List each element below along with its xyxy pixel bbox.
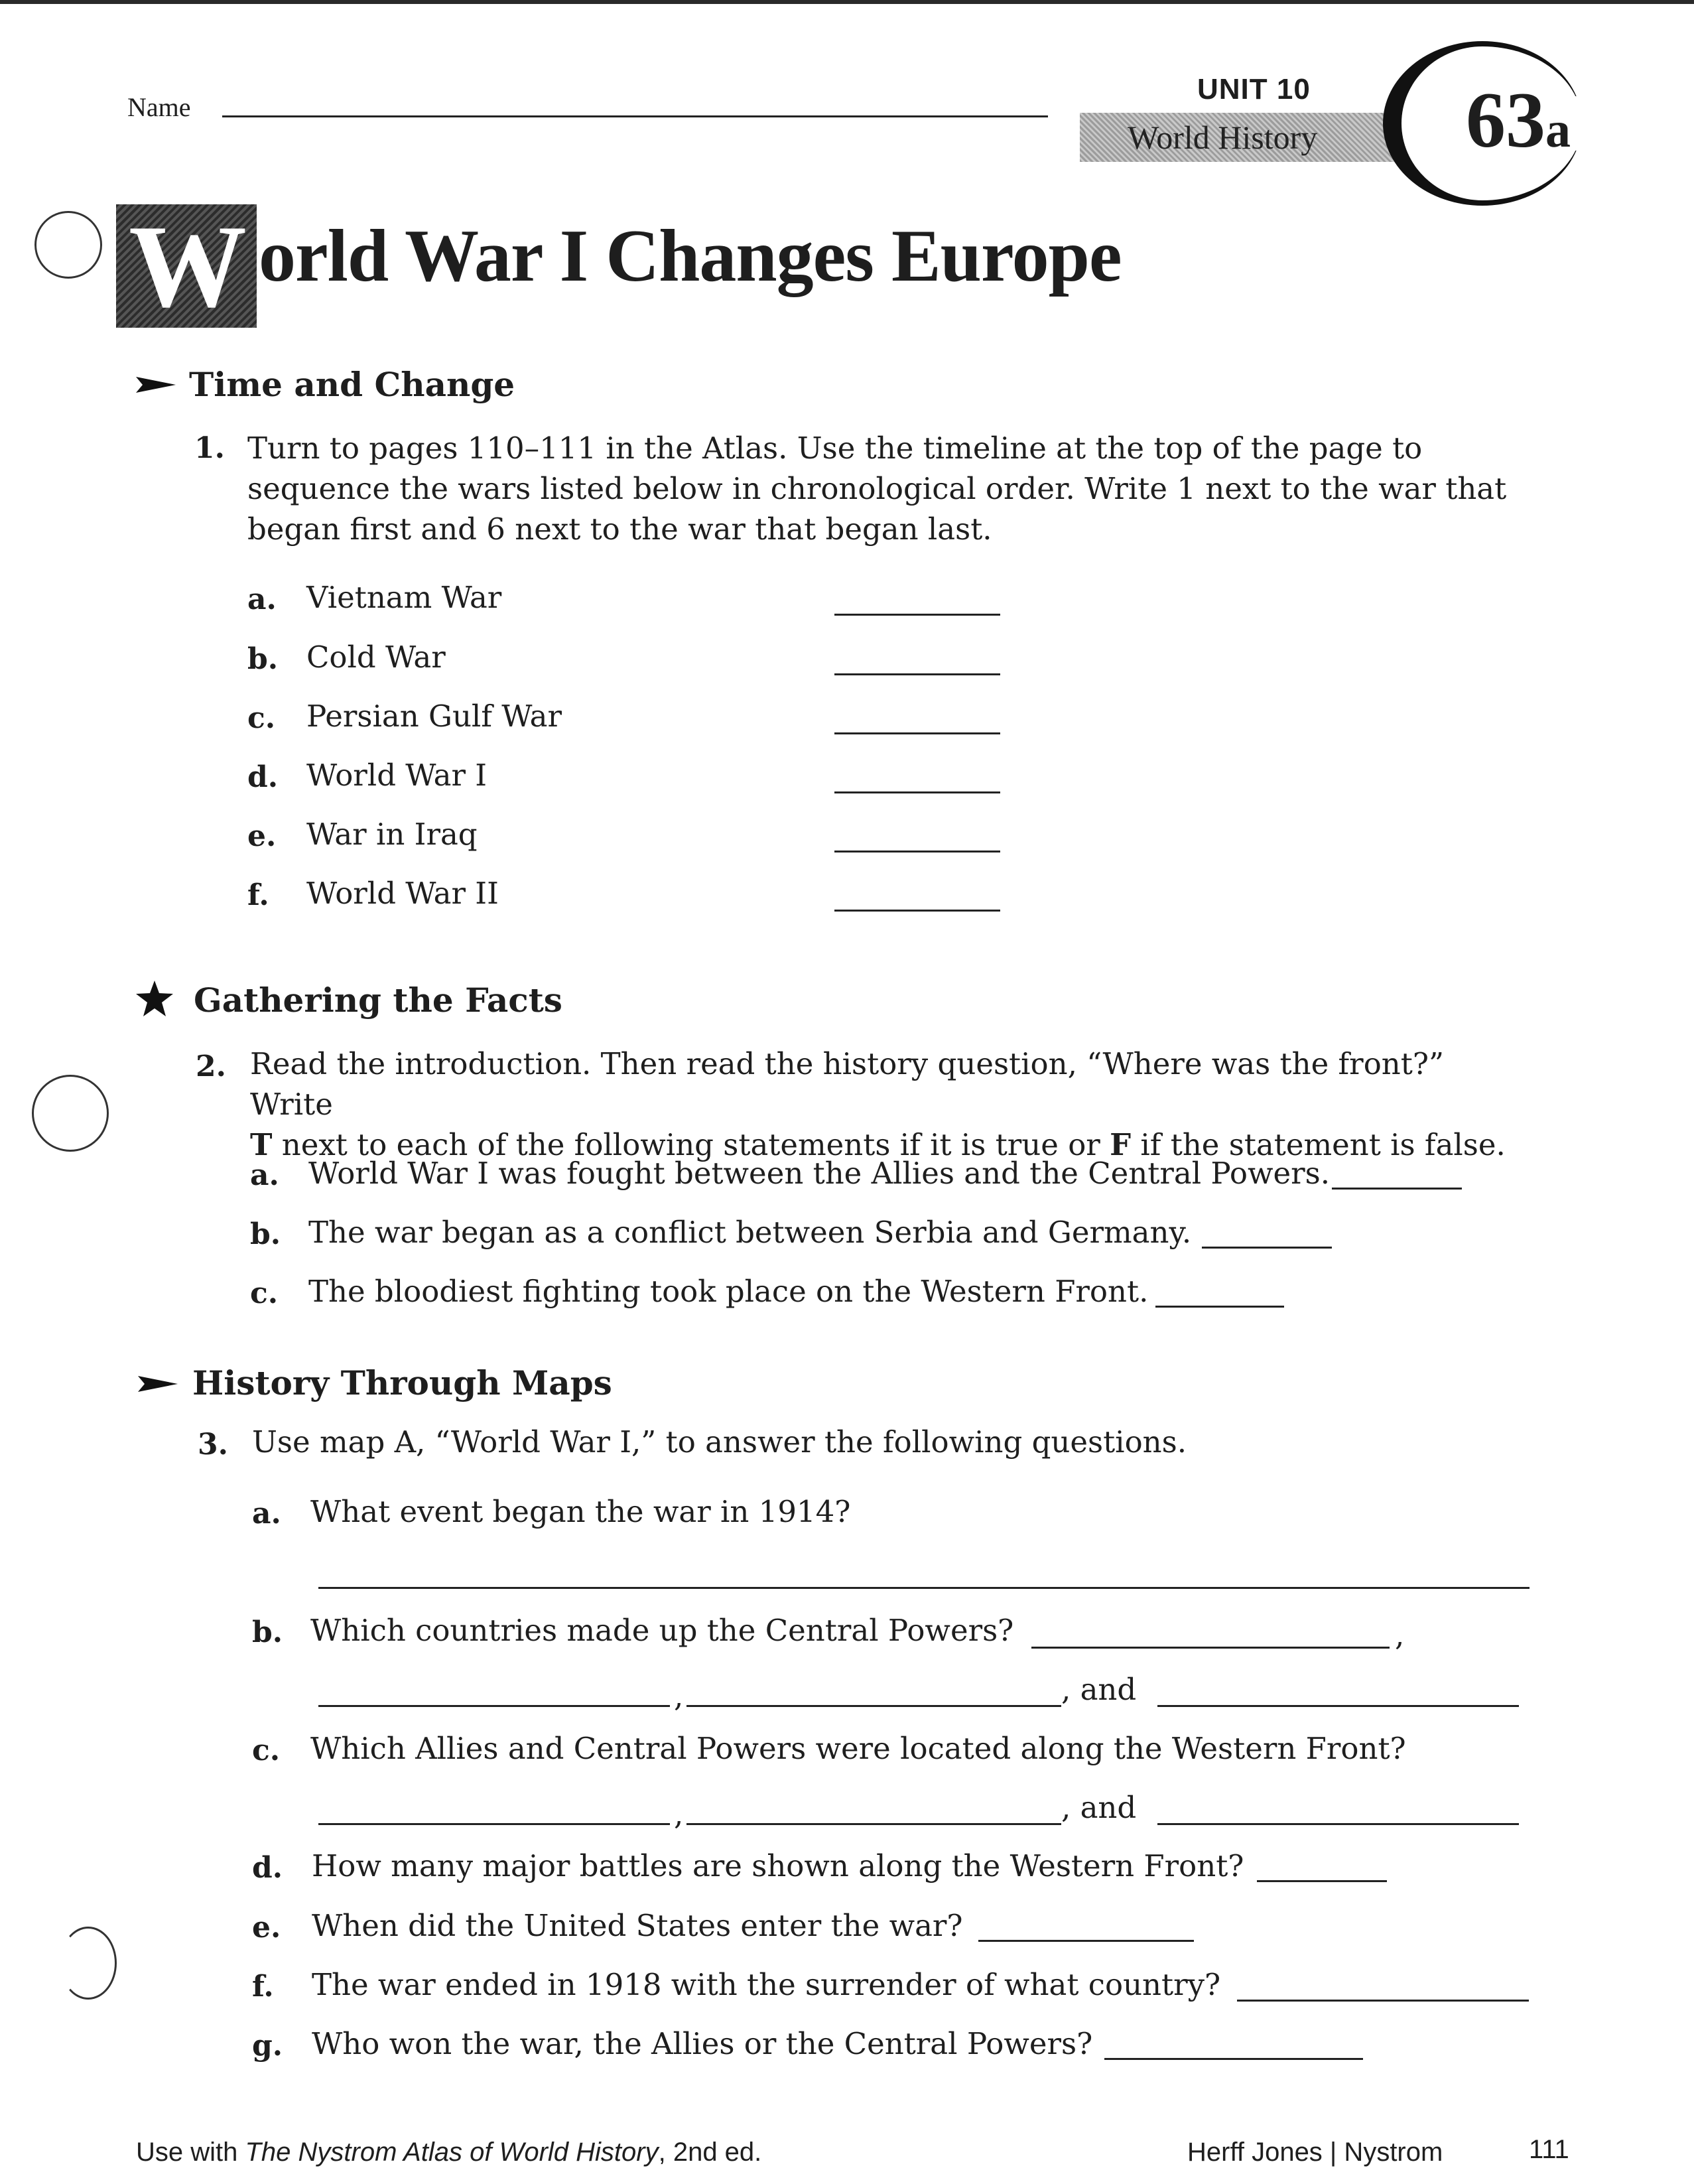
answer-blank[interactable]	[318, 1587, 1530, 1589]
map-question: How many major battles are shown along the Western Front?	[312, 1848, 1244, 1883]
question-text-line1: Read the introduction. Then read the history question, “Where was the front?” Write	[250, 1046, 1444, 1122]
section-heading-history-maps: History Through Maps	[192, 1363, 612, 1402]
list-item: World War I	[306, 758, 488, 793]
item-letter: a.	[247, 582, 277, 616]
footer-edition: , 2nd ed.	[658, 2138, 762, 2167]
footer-source	[136, 2138, 761, 2167]
item-letter: c.	[250, 1276, 279, 1310]
title-initial: W	[129, 200, 247, 332]
answer-blank[interactable]	[978, 1940, 1194, 1942]
footer-use-with: Use with	[136, 2138, 245, 2167]
item-letter: a.	[250, 1158, 279, 1192]
arrow-bullet-icon	[138, 1376, 178, 1392]
item-letter: b.	[247, 642, 279, 676]
name-field[interactable]	[222, 115, 1048, 117]
binder-hole-bottom	[60, 1927, 117, 2000]
question-text-line2-end: if the statement is false.	[1131, 1127, 1506, 1162]
and-separator: , and	[1061, 1672, 1137, 1707]
answer-blank[interactable]	[1237, 2000, 1529, 2002]
list-item: Persian Gulf War	[306, 699, 562, 734]
comma-separator: ,	[1395, 1617, 1405, 1653]
answer-blank[interactable]	[1157, 1705, 1519, 1707]
item-letter: f.	[247, 878, 269, 912]
binder-hole-middle	[32, 1075, 109, 1152]
answer-blank[interactable]	[686, 1705, 1061, 1707]
worksheet-number-digits: 63	[1466, 76, 1545, 164]
list-item: World War II	[306, 876, 499, 911]
footer-brand: Herff Jones | Nystrom	[1187, 2138, 1443, 2167]
answer-blank[interactable]	[686, 1823, 1061, 1825]
answer-blank[interactable]	[1104, 2058, 1363, 2060]
question-text-line2-mid: next to each of the following statements if it is true or	[272, 1127, 1110, 1162]
map-question: Who won the war, the Allies or the Central Powers?	[312, 2026, 1093, 2061]
map-question: Which countries made up the Central Powers?	[310, 1613, 1014, 1648]
worksheet-number	[1466, 74, 1571, 166]
footer-atlas-title: The Nystrom Atlas of World History	[245, 2138, 659, 2167]
question-number: 3.	[198, 1428, 228, 1462]
item-letter: b.	[252, 1615, 283, 1649]
list-item: War in Iraq	[306, 817, 478, 852]
question-number: 1.	[194, 431, 225, 465]
statement: The bloodiest fighting took place on the Western Front.	[308, 1274, 1149, 1309]
page-title: orld War I Changes Europe	[259, 215, 1122, 297]
answer-blank[interactable]	[318, 1705, 670, 1707]
item-letter: d.	[252, 1851, 283, 1885]
answer-blank[interactable]	[1155, 1306, 1284, 1308]
item-letter: b.	[250, 1217, 281, 1251]
list-item: Vietnam War	[306, 580, 502, 615]
question-text: Use map A, “World War I,” to answer the following questions.	[252, 1424, 1187, 1460]
answer-blank[interactable]	[834, 614, 1000, 616]
arrow-bullet-icon	[136, 377, 176, 393]
item-letter: d.	[247, 760, 279, 794]
map-question: When did the United States enter the war?	[312, 1908, 963, 1943]
question-text: Turn to pages 110–111 in the Atlas. Use the timeline at the top of the page to sequence the wars listed below in chronological order. Write 1 next to the war that began first and 6 next to the war that began last.	[247, 431, 1507, 547]
statement: The war began as a conflict between Serbia and Germany.	[308, 1215, 1192, 1250]
answer-blank[interactable]	[1031, 1647, 1390, 1649]
item-letter: c.	[247, 701, 276, 735]
footer-page-number: 111	[1529, 2135, 1569, 2164]
answer-blank[interactable]	[1202, 1247, 1332, 1249]
page-top-edge	[0, 0, 1694, 4]
answer-blank[interactable]	[1332, 1188, 1462, 1190]
answer-blank[interactable]	[834, 910, 1000, 912]
name-label: Name	[127, 92, 191, 122]
true-marker: T	[250, 1127, 273, 1162]
answer-blank[interactable]	[834, 851, 1000, 853]
comma-separator: ,	[674, 1797, 684, 1832]
item-letter: e.	[247, 819, 277, 853]
section-heading-gathering-facts: Gathering the Facts	[194, 981, 562, 1020]
item-letter: f.	[252, 1970, 274, 2004]
answer-blank[interactable]	[318, 1823, 670, 1825]
binder-hole-top	[34, 211, 102, 279]
answer-blank[interactable]	[834, 732, 1000, 734]
question-text	[250, 1044, 1530, 1165]
unit-label: UNIT 10	[1197, 73, 1311, 105]
map-question: Which Allies and Central Powers were located along the Western Front?	[310, 1731, 1406, 1766]
comma-separator: ,	[674, 1678, 684, 1714]
answer-blank[interactable]	[1257, 1880, 1387, 1882]
item-letter: a.	[252, 1497, 281, 1531]
false-marker: F	[1110, 1127, 1132, 1162]
worksheet-number-suffix: a	[1545, 102, 1571, 158]
map-question: What event began the war in 1914?	[310, 1494, 851, 1529]
section-heading-time-change: Time and Change	[189, 365, 515, 404]
and-separator: , and	[1061, 1790, 1137, 1825]
question-number: 2.	[196, 1050, 226, 1083]
list-item: Cold War	[306, 640, 446, 675]
answer-blank[interactable]	[1157, 1823, 1519, 1825]
star-icon	[136, 981, 173, 1016]
statement: World War I was fought between the Allies and the Central Powers.	[308, 1156, 1330, 1191]
answer-blank[interactable]	[834, 673, 1000, 675]
item-letter: g.	[252, 2029, 283, 2063]
map-question: The war ended in 1918 with the surrender of what country?	[312, 1967, 1221, 2002]
item-letter: e.	[252, 1911, 281, 1945]
item-letter: c.	[252, 1734, 281, 1767]
unit-subject: World History	[1128, 119, 1318, 156]
answer-blank[interactable]	[834, 791, 1000, 793]
